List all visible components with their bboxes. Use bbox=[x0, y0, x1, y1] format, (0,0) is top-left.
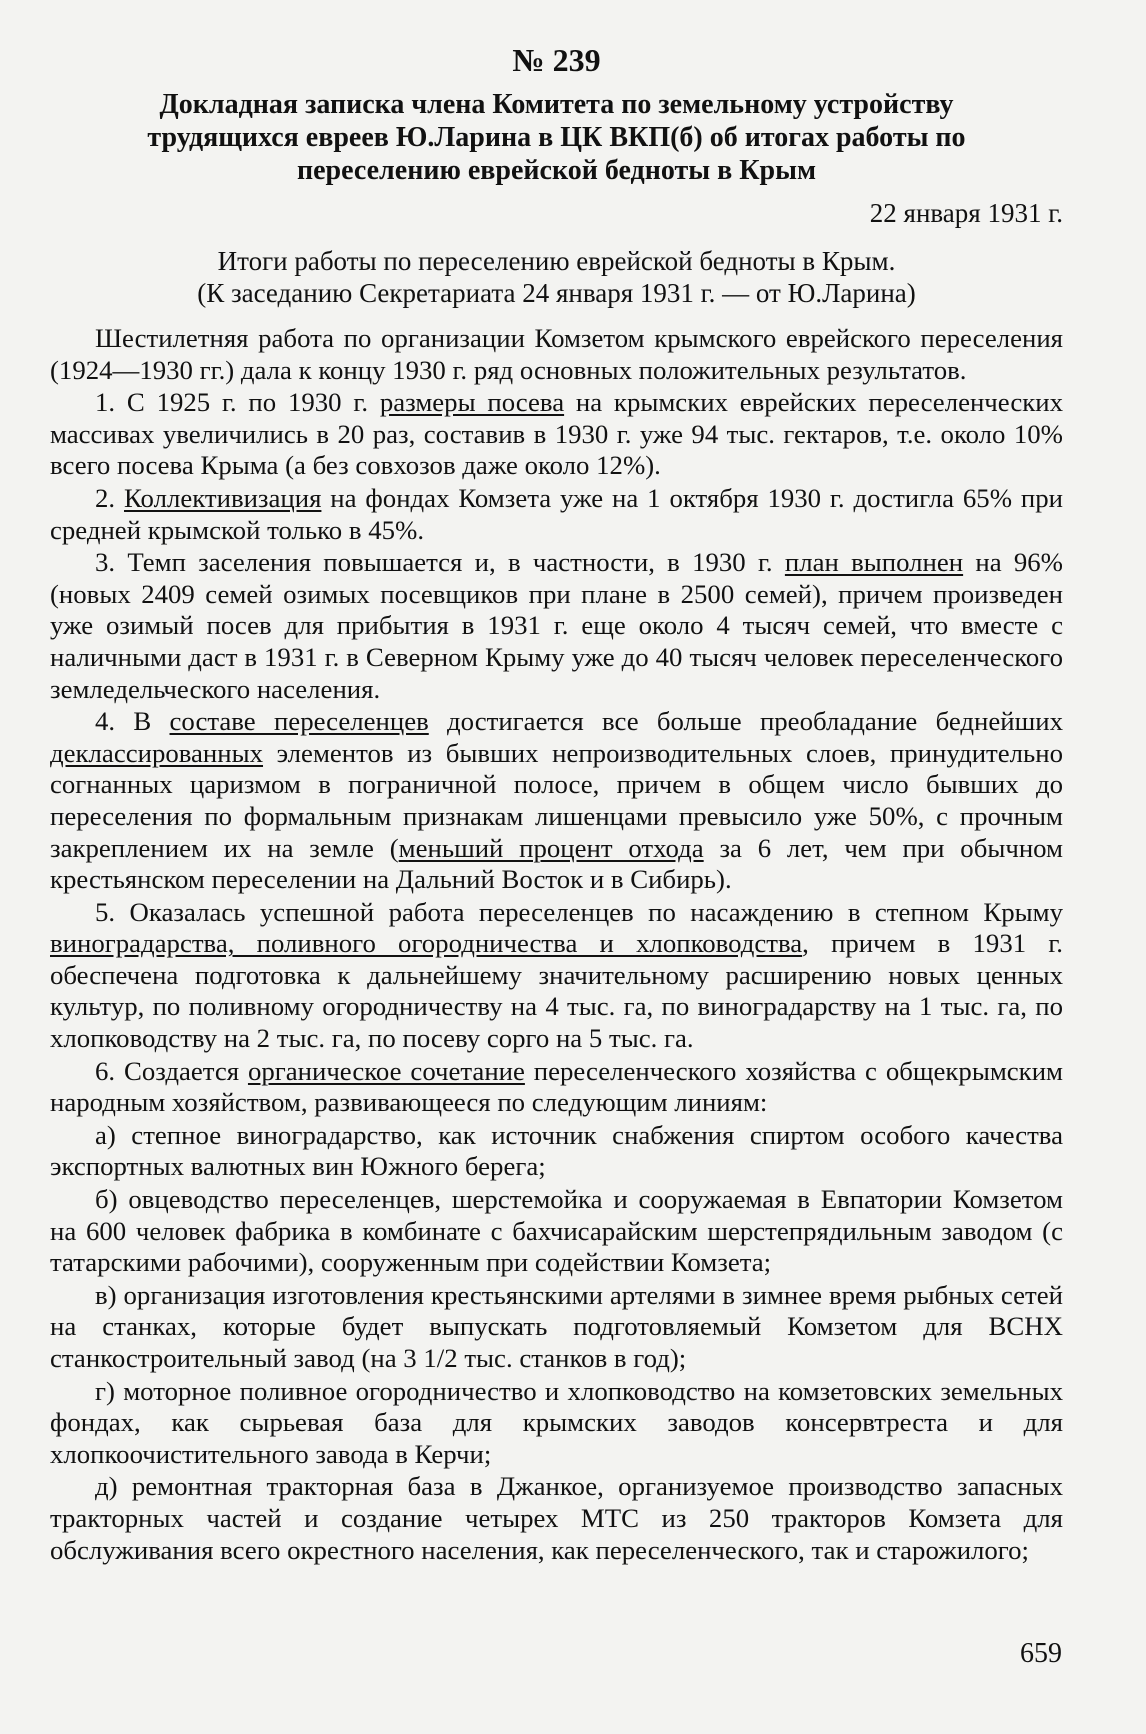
paragraph-6e: д) ремонтная тракторная база в Джанкое, организуемое производство запасных тракторных частей и создание четырех МТС из 250 тракторов Комзета для обслуживания всего окрестного населения, как переселенческого, так и старожилого; bbox=[50, 1471, 1063, 1565]
p1-text-b: на крымских еврейских переселенческих массивах увеличились в 20 раз, составив в 1930 г. уже 94 тыс. гектаров, т.е. около 10% всего посева Крыма (а без совхозов даже около 12%). bbox=[50, 387, 1063, 481]
p6-text-a: 6. Создается bbox=[95, 1055, 248, 1086]
paragraph-5 bbox=[50, 897, 1063, 1055]
p1-text-a: 1. С 1925 г. по 1930 г. bbox=[95, 387, 380, 418]
p3-text-a: 3. Темп заселения повышается и, в частности, в 1930 г. bbox=[95, 547, 785, 578]
page-number: 659 bbox=[1020, 1638, 1062, 1669]
heading-line-1: Итоги работы по переселению еврейской бедноты в Крым. bbox=[217, 246, 896, 276]
p4-underline-3: меньший процент отхода bbox=[398, 832, 704, 863]
p6-text-b: переселенческого хозяйства с общекрымским народным хозяйством, развивающееся по следующим линиям: bbox=[50, 1055, 1063, 1118]
paragraph-4 bbox=[50, 706, 1063, 896]
p5-text-b: , причем в 1931 г. обеспечена подготовка к дальнейшему значительному расширению новых ценных культур, по поливному огородничеству на 4 тыс. га, по виноградарству на 1 тыс. га, по хлопководству на 2 тыс. га, по посеву сорго на 5 тыс. га. bbox=[50, 928, 1063, 1054]
p2-text-b: на фондах Комзета уже на 1 октября 1930 г. достигла 65% при средней крымской только в 45%. bbox=[50, 482, 1064, 545]
document-date: 22 января 1931 г. bbox=[869, 198, 1063, 228]
p1-underline: размеры посева bbox=[379, 387, 565, 418]
paragraph-6c: в) организация изготовления крестьянскими артелями в зимнее время рыбных сетей на станках, которые будет выпускать подготовляемый Комзетом для ВСНХ станкостроительный завод (на 3 1/2 тыс. станков в год); bbox=[50, 1279, 1063, 1373]
p4-underline-2: деклассированных bbox=[50, 737, 264, 768]
document-title: Докладная записка члена Комитета по земельному устройству трудящихся евреев Ю.Ларина в ЦК ВКП(б) об итогах работы по переселению еврейской бедноты в Крым bbox=[147, 89, 966, 186]
document-number: № 239 bbox=[512, 42, 601, 78]
paragraph-6a: а) степное виноградарство, как источник снабжения спиртом особого качества экспортных валютных вин Южного берега; bbox=[50, 1119, 1063, 1182]
p5-underline: виноградарства, поливного огородничества и хлопководства bbox=[50, 928, 803, 959]
p6-underline: органическое сочетание bbox=[247, 1055, 525, 1086]
p2-text-a: 2. bbox=[95, 482, 124, 513]
paragraph-6d: г) моторное поливное огородничество и хлопководство на комзетовских земельных фондах, как сырьевая база для крымских заводов консервтреста и для хлопкоочистительного завода в Керчи; bbox=[50, 1375, 1063, 1469]
paragraph-1 bbox=[50, 387, 1063, 482]
p2-underline: Коллективизация bbox=[124, 482, 322, 513]
paragraph-6b: б) овцеводство переселенцев, шерстемойка и сооружаемая в Евпатории Комзетом на 600 человек фабрика в комбинате с бахчисарайским шерстепрядильным заводом (с татарскими рабочими), сооруженным при содействии Комзета; bbox=[50, 1184, 1063, 1278]
p3-underline: план выполнен bbox=[784, 547, 964, 578]
p5-text-a: 5. Оказалась успешной работа переселенцев по насаждению в степном Крыму bbox=[95, 896, 1063, 927]
document-body bbox=[50, 323, 1063, 1566]
p4-text-a: 4. В bbox=[95, 706, 170, 737]
document-heading bbox=[50, 245, 1063, 309]
p4-underline-1: составе переселенцев bbox=[169, 706, 429, 737]
p3-text-b: на 96% (новых 2409 семей озимых посевщиков при плане в 2500 семей), причем произведен уже озимый посев для прибытия в 1931 г. еще около 4 тысяч семей, что вместе с наличными даст в 1931 г. в Северном Крыму уже до 40 тысяч человек переселенческого земледельческого населения. bbox=[50, 547, 1063, 704]
p4-text-d: за 6 лет, чем при обычном крестьянском переселении на Дальний Восток и в Сибирь). bbox=[50, 832, 1064, 895]
paragraph-intro: Шестилетняя работа по организации Комзетом крымского еврейского переселения (1924—1930 гг.) дала к концу 1930 г. ряд основных положительных результатов. bbox=[50, 323, 1063, 385]
paragraph-2 bbox=[50, 483, 1063, 546]
p4-text-b: достигается все больше преобладание беднейших bbox=[428, 706, 1063, 737]
p4-text-c: элементов из бывших непроизводительных слоев, принудительно согнанных царизмом в пограничной полосе, причем в общем число бывших до переселения по формальным признакам лишенцами превысило уже 50%, с прочным закреплением их на земле ( bbox=[50, 737, 1063, 863]
heading-line-2: (К заседанию Секретариата 24 января 1931 г. — от Ю.Ларина) bbox=[197, 278, 916, 308]
paragraph-6 bbox=[50, 1056, 1063, 1119]
paragraph-3 bbox=[50, 547, 1063, 705]
